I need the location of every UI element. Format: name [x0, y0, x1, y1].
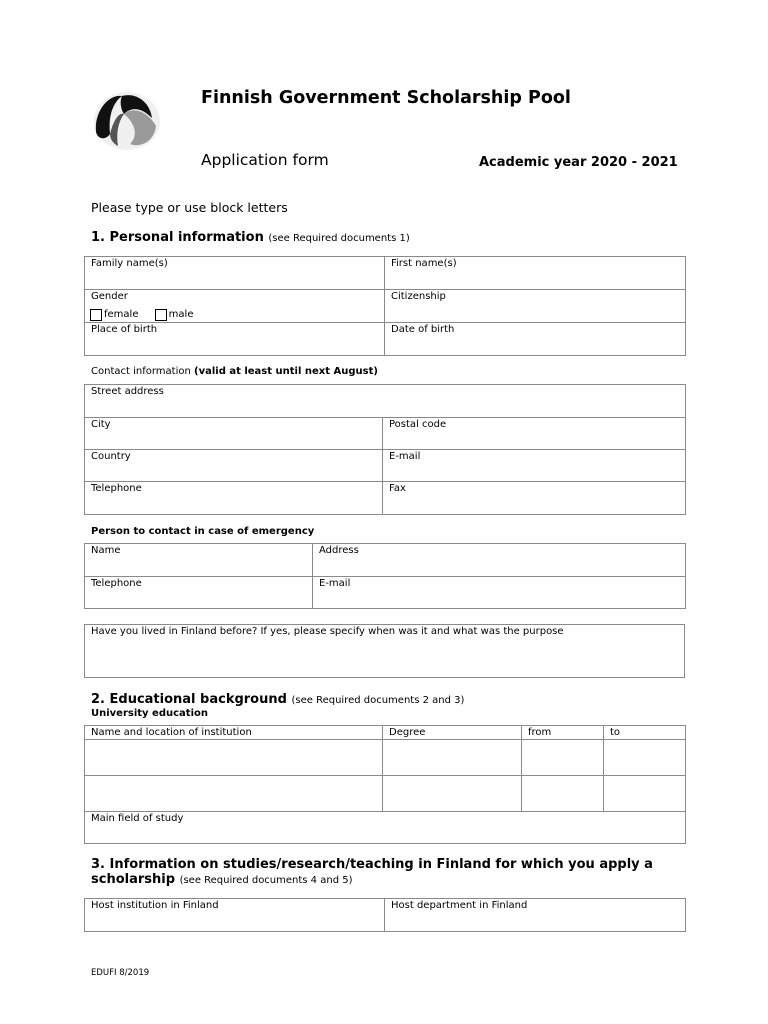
place-of-birth-field[interactable] [85, 323, 385, 356]
first-name-label: First name(s) [391, 258, 457, 269]
citizenship-field[interactable] [385, 290, 686, 323]
col-institution-label: Name and location of institution [91, 727, 252, 738]
main-field-of-study-field[interactable] [85, 812, 686, 844]
col-degree-header [383, 726, 522, 740]
emergency-name-field[interactable] [85, 544, 313, 577]
family-name-label: Family name(s) [91, 258, 168, 269]
section3-title-line1: 3. Information on studies/research/teaching in Finland for which you apply a [91, 857, 653, 872]
street-address-field[interactable] [85, 385, 686, 418]
degree-cell-2[interactable] [383, 776, 522, 812]
to-cell-2[interactable] [604, 776, 686, 812]
place-of-birth-label: Place of birth [91, 324, 158, 335]
col-from-header [522, 726, 604, 740]
city-label: City [91, 419, 111, 430]
from-cell-1[interactable] [522, 740, 604, 776]
emergency-address-label: Address [319, 545, 359, 556]
from-cell-2[interactable] [522, 776, 604, 812]
city-field[interactable] [85, 418, 383, 450]
to-cell-1[interactable] [604, 740, 686, 776]
telephone-field[interactable] [85, 482, 383, 515]
country-field[interactable] [85, 450, 383, 482]
main-field-of-study-label: Main field of study [91, 813, 184, 824]
institution-cell-2[interactable] [85, 776, 383, 812]
email-label: E-mail [389, 451, 421, 462]
section1-title: 1. Personal information [91, 230, 264, 245]
male-checkbox[interactable] [155, 309, 167, 321]
section3-title-line2: scholarship [91, 872, 176, 887]
section3-heading [91, 857, 653, 888]
section1-heading [91, 230, 410, 245]
emergency-email-label: E-mail [319, 578, 351, 589]
gender-field [85, 290, 385, 323]
footer-code: EDUFI 8/2019 [91, 968, 150, 978]
instruction-text: Please type or use block letters [91, 200, 288, 215]
host-department-label: Host department in Finland [391, 900, 528, 911]
col-institution-header [85, 726, 383, 740]
male-label: male [168, 309, 194, 320]
col-from-label: from [528, 727, 552, 738]
date-of-birth-label: Date of birth [391, 324, 455, 335]
country-label: Country [91, 451, 131, 462]
contact-note: (valid at least until next August) [194, 366, 378, 377]
emergency-telephone-field[interactable] [85, 577, 313, 609]
personal-info-table [84, 256, 686, 356]
finland-before-label: Have you lived in Finland before? If yes, please specify when was it and what was the purpose [91, 626, 564, 637]
contact-heading [91, 366, 378, 377]
street-address-label: Street address [91, 386, 164, 397]
female-label: female [104, 309, 139, 320]
email-field[interactable] [383, 450, 686, 482]
host-department-field[interactable] [385, 899, 686, 932]
emergency-email-field[interactable] [313, 577, 686, 609]
edufi-logo-icon [92, 88, 162, 152]
postal-code-field[interactable] [383, 418, 686, 450]
first-name-field[interactable] [385, 257, 686, 290]
academic-year: Academic year 2020 - 2021 [479, 155, 678, 170]
education-table [84, 725, 686, 844]
emergency-telephone-label: Telephone [91, 578, 142, 589]
section2-note: (see Required documents 2 and 3) [291, 695, 465, 706]
section2-heading [91, 692, 464, 707]
date-of-birth-field[interactable] [385, 323, 686, 356]
fax-label: Fax [389, 483, 406, 494]
emergency-name-label: Name [91, 545, 121, 556]
family-name-field[interactable] [85, 257, 385, 290]
section2-title: 2. Educational background [91, 692, 287, 707]
postal-code-label: Postal code [389, 419, 447, 430]
col-to-label: to [610, 727, 621, 738]
institution-cell-1[interactable] [85, 740, 383, 776]
contact-label: Contact information [91, 366, 191, 377]
gender-label: Gender [91, 291, 128, 302]
fax-field[interactable] [383, 482, 686, 515]
telephone-label: Telephone [91, 483, 142, 494]
form-title: Finnish Government Scholarship Pool [201, 88, 571, 108]
col-to-header [604, 726, 686, 740]
host-table [84, 898, 686, 932]
emergency-address-field[interactable] [313, 544, 686, 577]
citizenship-label: Citizenship [391, 291, 446, 302]
contact-table [84, 384, 686, 515]
emergency-table [84, 543, 686, 609]
section3-note: (see Required documents 4 and 5) [179, 875, 353, 886]
section1-note: (see Required documents 1) [268, 233, 410, 244]
col-degree-label: Degree [389, 727, 426, 738]
host-institution-field[interactable] [85, 899, 385, 932]
finland-before-field[interactable] [84, 624, 685, 678]
host-institution-label: Host institution in Finland [91, 900, 219, 911]
university-education-label: University education [91, 708, 208, 719]
form-subtitle: Application form [201, 151, 329, 169]
emergency-heading: Person to contact in case of emergency [91, 526, 315, 537]
degree-cell-1[interactable] [383, 740, 522, 776]
female-checkbox[interactable] [90, 309, 102, 321]
